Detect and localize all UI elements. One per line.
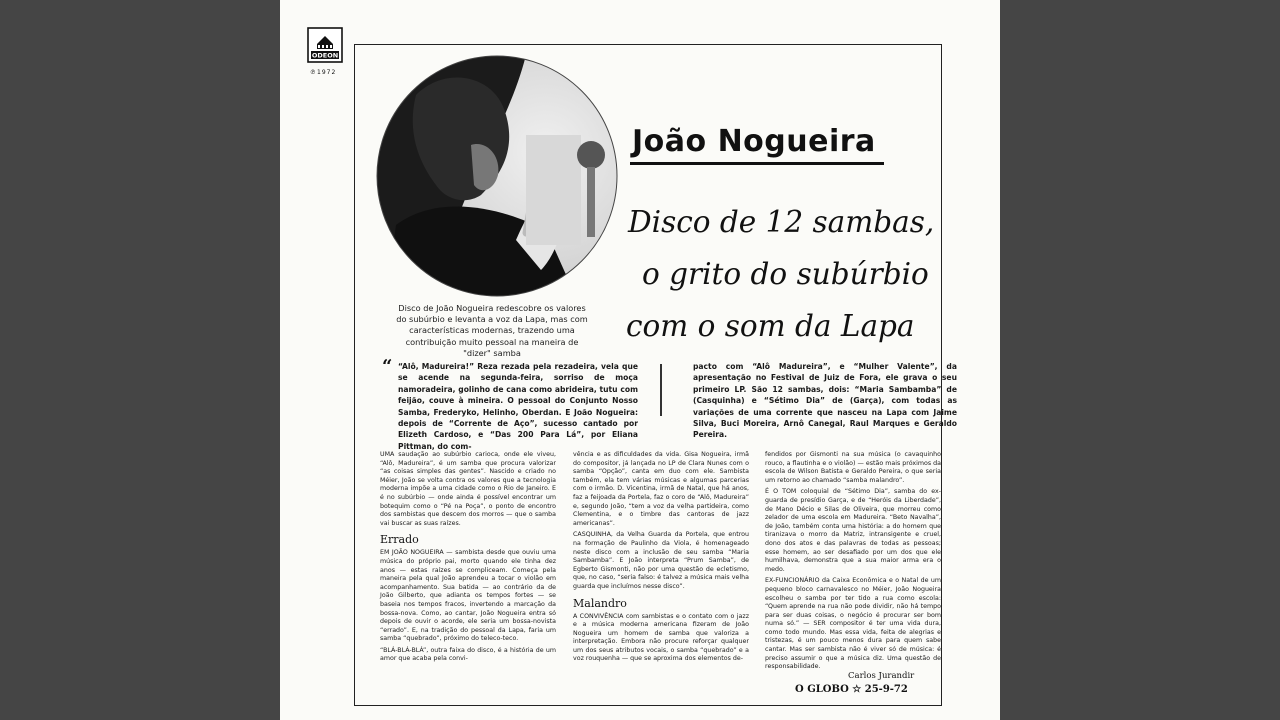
author-byline: Carlos Jurandir — [848, 671, 915, 681]
headline-line-1: Disco de 12 sambas, — [628, 205, 935, 239]
body-paragraph: A CONVIVÊNCIA com sambistas e o contato com o jazz e a música moderna americana fizeram de João Nogueira um homem de samba que valoriza a interpretação. Embora não procure reforçar qualquer um dos seus atributos vocais, o samba “quebrado” e a voz rouquenha — que se aproxima dos elementos de- — [573, 612, 749, 663]
body-paragraph: É O TOM coloquial de “Sétimo Dia”, samba do ex-guarda de presídio Garça, e de “Heróis da Liberdade”, de Mano Décio e Silas de Oliveira, que morreu como zelador de uma escola em Madureira. “Beto Navalha”, de João, também conta uma história: a do homem que tiranizava o morro da Matriz, intransigente e cruel, dono dos atos e das palavras de todas as pessoas; esse homem, ao ser desafiado por um dos que ele humilhava, demonstra que a sua maior arma era o medo. — [765, 488, 941, 573]
body-paragraph: fendidos por Gismonti na sua música (o cavaquinho rouco, a flautinha e o violão) — estão mais próximos da escola de Wilson Batista e Geraldo Pereira, o que seria um retorno ao chamado “samba malandro”. — [765, 451, 941, 484]
record-sleeve-back — [280, 0, 1000, 720]
lead-paragraph-1: “Alô, Madureira!” Reza rezada pela rezadeira, vela que se acende na segunda-feira, sorriso de moça namoradeira, golinho de cana como abrideira, tutu com feijão, couve à mineira. O pessoal do Conjunto Nosso Samba, Frederyko, Helinho, Oberdan. E João Nogueira: depois de “Corrente de Aço”, sucesso cantado por Elizeth Cardoso, e “Das 200 Para Lá”, por Eliana Pittman, do com- — [398, 362, 638, 451]
title-underline — [630, 162, 884, 165]
body-column-3 — [765, 451, 941, 675]
body-paragraph: vência e as dificuldades da vida. Gisa Nogueira, irmã do compositor, já lançada no LP de Clara Nunes com o samba “Opção”, canta em duo com ele. Sambista também, ela tem várias músicas e algumas parcerias com o irmão. D. Vicentina, irmã de Natal, que há anos, faz a feijoada da Portela, faz o coro de “Alô, Madureira” e, segundo João, “tem a voz da velha partideira, como Clementina, e o timbre das cantoras de jazz americanas”. — [573, 451, 749, 527]
headline-line-2: o grito do subúrbio — [642, 257, 929, 291]
lead-quote-mark: “ — [382, 356, 393, 377]
body-paragraph: “BLÁ-BLÁ-BLÁ”, outra faixa do disco, é a história de um amor que acaba pela convi- — [380, 646, 556, 663]
lead-paragraph-2: pacto com “Alô Madureira”, e “Mulher Valente”, da apresentação no Festival de Juiz de Fora, ele grava o seu primeiro LP. São 12 sambas, dois: “Maria Sambamba” de (Casquinha) e “Sétimo Dia” de (Garça), com todas as variações de uma corrente que nasceu na Lapa com Jaime Silva, Buci Moreira, Arnô Canegal, Raul Marques e Geraldo Pereira. — [693, 362, 957, 440]
source-credit: O GLOBO ☆ 25-9-72 — [795, 684, 908, 695]
body-paragraph: CASQUINHA, da Velha Guarda da Portela, que entrou na formação de Paulinho da Viola, é homenageado neste disco com a inclusão de seu samba “Maria Sambamba”. E João interpreta “Prum Samba”, de Egberto Gismonti, não por uma questão de ecletismo, que, no caso, “seria falso: é talvez a música mais velha guarda que incluímos nesse disco”. — [573, 531, 749, 590]
headline-line-3: com o som da Lapa — [626, 309, 915, 343]
odeon-logo-text: ODEON — [311, 51, 339, 60]
headline — [620, 196, 935, 352]
subhead-errado: Errado — [380, 533, 419, 547]
body-column-2 — [573, 451, 749, 667]
body-paragraph: UMA saudação ao subúrbio carioca, onde ele viveu, “Alô, Madureira”, é um samba que procura valorizar “as coisas simples das gentes”. Nascido e criado no Méier, João se volta contra os valores que a tecnologia moderna impõe a uma cidade como o Rio de Janeiro. E é no subúrbio — onde ainda é possível encontrar um botequim como o “Pé na Poça”, o ponto de encontro dos sambistas que descem dos morros — que o samba vai buscar as suas raízes. — [380, 451, 556, 527]
photo-caption: Disco de João Nogueira redescobre os valores do subúrbio e levanta a voz da Lapa, mas com características modernas, trazendo uma contribuição muito pessoal na maneira de "dizer" samba — [396, 303, 588, 358]
body-paragraph: EX-FUNCIONÁRIO da Caixa Econômica e o Natal de um pequeno bloco carnavalesco no Méier, João Nogueira escolheu o samba por ter tido a rua como escola: “Quem aprende na rua não pode dividir, não há tempo para ser duas coisas, o negócio é procurar ser bom numa só.” — SER compositor é ter uma vida dura, como todo mundo. Mas essa vida, feita de alegrias e tristezas, é um pouco menos dura para quem sabe cantar. Mas ser sambista não é viver só de música: é preciso assumir o que a música diz. Uma questão de responsabilidade. — [765, 577, 941, 671]
odeon-logo-icon — [307, 27, 343, 63]
artist-name: João Nogueira — [632, 124, 876, 159]
subhead-malandro: Malandro — [573, 596, 627, 610]
artist-photo — [376, 55, 618, 297]
body-paragraph: EM JOÃO NOGUEIRA — sambista desde que ouviu uma música do próprio pai, morto quando ele tinha dez anos — estas raízes se compliceam. Começa pela maneira pela qual João aprendeu a tocar o violão em acompanhamento. Sua batida — ao contrário da de João Gilberto, que adianta os tempos fortes — se baseia nos tempos fracos, invertendo a marcação da bossa-nova. Como, ao cantar, João Nogueira entra só depois de ouvir o acorde, ele seria um bossa-novista “errado”. E, na tradição do pessoal da Lapa, faria um samba “quebrado”, próximo do teleco-teco. — [380, 549, 556, 643]
copyright-year: ℗1972 — [310, 69, 337, 76]
body-column-1 — [380, 451, 556, 667]
column-divider — [660, 364, 662, 416]
